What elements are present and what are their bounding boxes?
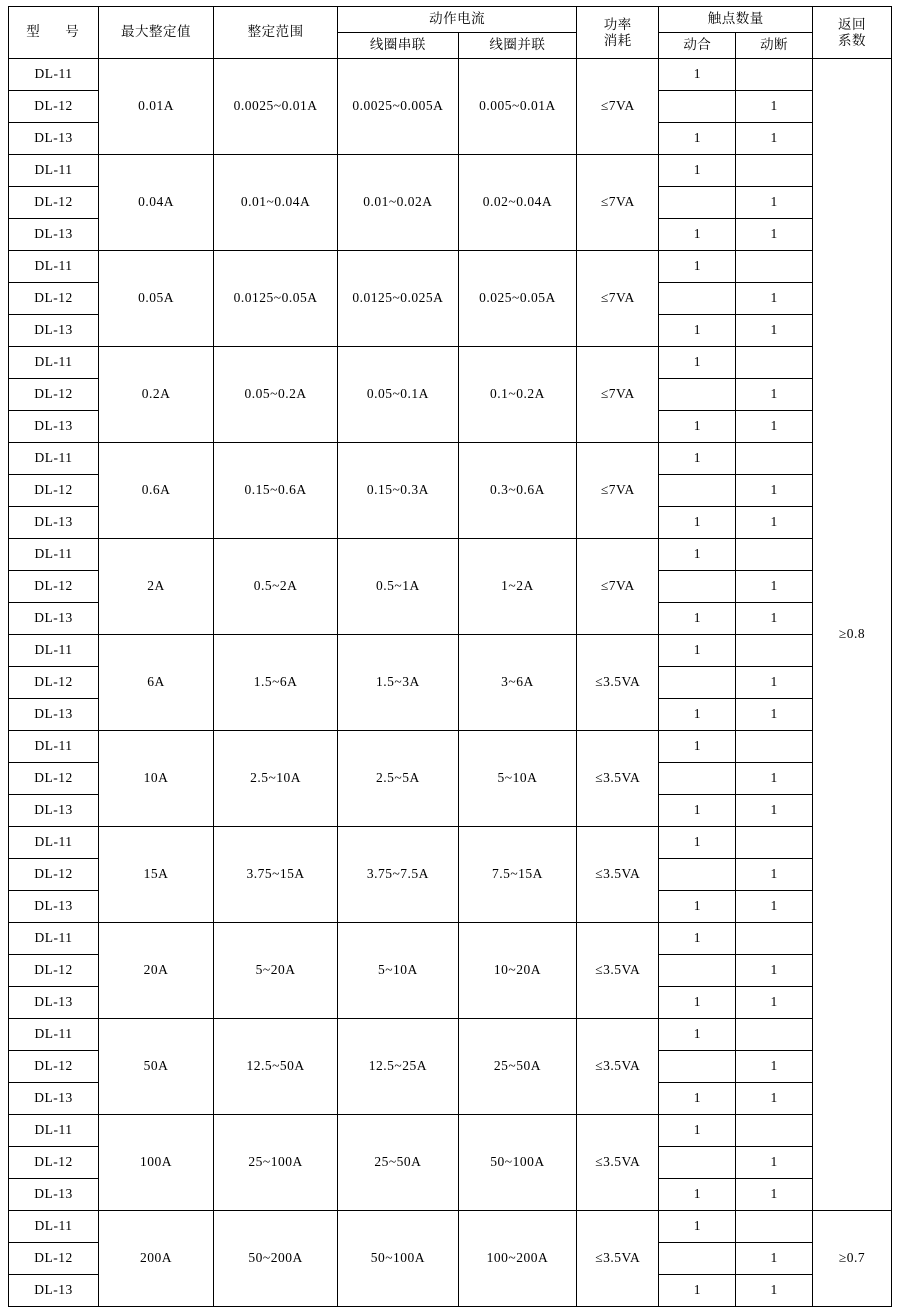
cell-coil-series: 0.0125~0.025A [338,251,459,347]
cell-contact-close: 1 [659,219,736,251]
cell-contact-open: 1 [736,699,813,731]
cell-contact-open [736,1211,813,1243]
cell-contact-open: 1 [736,667,813,699]
header-return-line2: 系数 [837,32,866,48]
cell-model: DL-12 [9,1147,99,1179]
cell-contact-open: 1 [736,315,813,347]
table-row [9,731,892,763]
cell-contact-close: 1 [659,827,736,859]
table-row [9,1019,892,1051]
cell-power-consumption: ≤7VA [577,155,659,251]
cell-setting-range: 1.5~6A [214,635,338,731]
cell-contact-open: 1 [736,987,813,1019]
cell-coil-series: 2.5~5A [338,731,459,827]
cell-coil-series: 1.5~3A [338,635,459,731]
relay-specification-table [8,6,892,1307]
cell-model: DL-11 [9,731,99,763]
cell-max-setting: 2A [98,539,213,635]
cell-contact-close: 1 [659,315,736,347]
cell-setting-range: 0.05~0.2A [214,347,338,443]
cell-max-setting: 0.04A [98,155,213,251]
cell-max-setting: 0.6A [98,443,213,539]
cell-contact-close: 1 [659,1019,736,1051]
table-row [9,827,892,859]
cell-model: DL-13 [9,315,99,347]
cell-contact-open: 1 [736,955,813,987]
cell-contact-close: 1 [659,731,736,763]
header-operate-current: 动作电流 [338,7,577,33]
cell-model: DL-12 [9,955,99,987]
cell-contact-close [659,667,736,699]
cell-contact-close: 1 [659,539,736,571]
cell-coil-series: 5~10A [338,923,459,1019]
cell-contact-open [736,251,813,283]
cell-setting-range: 50~200A [214,1211,338,1307]
cell-contact-open: 1 [736,603,813,635]
cell-contact-open: 1 [736,283,813,315]
cell-contact-close: 1 [659,603,736,635]
cell-contact-close [659,283,736,315]
cell-model: DL-11 [9,59,99,91]
cell-contact-close [659,1243,736,1275]
cell-model: DL-13 [9,507,99,539]
cell-coil-parallel: 3~6A [458,635,576,731]
cell-contact-open: 1 [736,1275,813,1307]
cell-coil-series: 50~100A [338,1211,459,1307]
cell-model: DL-11 [9,347,99,379]
cell-setting-range: 25~100A [214,1115,338,1211]
cell-contact-close [659,475,736,507]
header-contact-quantity: 触点数量 [659,7,813,33]
cell-max-setting: 50A [98,1019,213,1115]
cell-model: DL-11 [9,1211,99,1243]
cell-model: DL-12 [9,571,99,603]
cell-setting-range: 0.0125~0.05A [214,251,338,347]
header-power-line1: 功率 [603,16,632,32]
cell-contact-close: 1 [659,1115,736,1147]
table-body [9,59,892,1307]
cell-power-consumption: ≤7VA [577,539,659,635]
cell-model: DL-12 [9,187,99,219]
table-row [9,155,892,187]
table-row [9,443,892,475]
cell-model: DL-12 [9,475,99,507]
cell-contact-close [659,763,736,795]
header-row-top [9,7,892,33]
table-row [9,347,892,379]
header-power-line2: 消耗 [603,32,632,48]
cell-return-coefficient: ≥0.8 [812,59,891,1211]
cell-contact-open: 1 [736,859,813,891]
table-row [9,59,892,91]
cell-contact-open: 1 [736,411,813,443]
header-model: 型 号 [9,7,99,59]
cell-max-setting: 6A [98,635,213,731]
header-max-setting: 最大整定值 [98,7,213,59]
cell-contact-close: 1 [659,891,736,923]
cell-max-setting: 15A [98,827,213,923]
cell-contact-open [736,827,813,859]
table-row [9,251,892,283]
cell-max-setting: 20A [98,923,213,1019]
cell-power-consumption: ≤3.5VA [577,731,659,827]
cell-model: DL-12 [9,667,99,699]
cell-setting-range: 12.5~50A [214,1019,338,1115]
cell-max-setting: 10A [98,731,213,827]
table-row [9,1115,892,1147]
cell-contact-close: 1 [659,251,736,283]
cell-contact-open: 1 [736,187,813,219]
cell-contact-close: 1 [659,411,736,443]
cell-model: DL-11 [9,251,99,283]
cell-contact-open [736,731,813,763]
cell-max-setting: 0.05A [98,251,213,347]
cell-coil-parallel: 1~2A [458,539,576,635]
cell-model: DL-12 [9,283,99,315]
cell-contact-open: 1 [736,475,813,507]
cell-max-setting: 100A [98,1115,213,1211]
table-row [9,1211,892,1243]
cell-model: DL-13 [9,123,99,155]
cell-contact-open [736,1115,813,1147]
cell-model: DL-12 [9,379,99,411]
cell-contact-close: 1 [659,123,736,155]
cell-power-consumption: ≤3.5VA [577,827,659,923]
cell-power-consumption: ≤7VA [577,443,659,539]
cell-contact-close: 1 [659,987,736,1019]
cell-coil-series: 0.15~0.3A [338,443,459,539]
cell-max-setting: 0.2A [98,347,213,443]
cell-power-consumption: ≤3.5VA [577,1211,659,1307]
cell-coil-parallel: 25~50A [458,1019,576,1115]
cell-model: DL-11 [9,827,99,859]
cell-coil-series: 0.0025~0.005A [338,59,459,155]
cell-contact-open [736,443,813,475]
cell-contact-open: 1 [736,891,813,923]
cell-coil-parallel: 0.1~0.2A [458,347,576,443]
cell-model: DL-12 [9,91,99,123]
cell-power-consumption: ≤7VA [577,347,659,443]
cell-model: DL-13 [9,603,99,635]
cell-model: DL-13 [9,1083,99,1115]
cell-model: DL-11 [9,155,99,187]
cell-contact-close [659,187,736,219]
cell-model: DL-11 [9,923,99,955]
cell-contact-close: 1 [659,1275,736,1307]
cell-model: DL-11 [9,443,99,475]
header-contact-open: 动断 [736,33,813,59]
cell-setting-range: 0.0025~0.01A [214,59,338,155]
cell-contact-open: 1 [736,763,813,795]
cell-contact-close [659,955,736,987]
cell-contact-close: 1 [659,155,736,187]
cell-contact-close [659,91,736,123]
cell-contact-close: 1 [659,795,736,827]
cell-setting-range: 3.75~15A [214,827,338,923]
cell-contact-close: 1 [659,923,736,955]
cell-power-consumption: ≤3.5VA [577,1019,659,1115]
cell-model: DL-12 [9,1051,99,1083]
cell-model: DL-13 [9,1275,99,1307]
cell-model: DL-13 [9,987,99,1019]
cell-model: DL-13 [9,411,99,443]
cell-model: DL-12 [9,859,99,891]
header-power-consumption [577,7,659,59]
cell-contact-close: 1 [659,1211,736,1243]
cell-contact-open [736,347,813,379]
cell-power-consumption: ≤7VA [577,251,659,347]
cell-coil-series: 25~50A [338,1115,459,1211]
cell-contact-open: 1 [736,1051,813,1083]
cell-model: DL-11 [9,1019,99,1051]
cell-model: DL-11 [9,635,99,667]
cell-contact-close: 1 [659,1083,736,1115]
cell-contact-open: 1 [736,1243,813,1275]
cell-contact-close: 1 [659,59,736,91]
table-row [9,539,892,571]
cell-coil-parallel: 10~20A [458,923,576,1019]
cell-contact-close: 1 [659,507,736,539]
cell-coil-parallel: 7.5~15A [458,827,576,923]
cell-coil-series: 0.05~0.1A [338,347,459,443]
table-header [9,7,892,59]
cell-model: DL-12 [9,763,99,795]
cell-contact-close [659,1147,736,1179]
cell-setting-range: 0.5~2A [214,539,338,635]
header-contact-close: 动合 [659,33,736,59]
cell-setting-range: 0.01~0.04A [214,155,338,251]
cell-power-consumption: ≤3.5VA [577,1115,659,1211]
cell-max-setting: 0.01A [98,59,213,155]
cell-contact-open: 1 [736,1179,813,1211]
header-setting-range: 整定范围 [214,7,338,59]
cell-model: DL-12 [9,1243,99,1275]
cell-coil-series: 3.75~7.5A [338,827,459,923]
cell-contact-open [736,923,813,955]
cell-model: DL-13 [9,891,99,923]
cell-contact-close: 1 [659,699,736,731]
cell-coil-parallel: 50~100A [458,1115,576,1211]
cell-setting-range: 5~20A [214,923,338,1019]
cell-model: DL-13 [9,219,99,251]
table-row [9,923,892,955]
cell-coil-parallel: 0.3~0.6A [458,443,576,539]
header-return-coefficient [812,7,891,59]
cell-contact-close: 1 [659,635,736,667]
header-return-line1: 返回 [837,16,866,32]
cell-setting-range: 2.5~10A [214,731,338,827]
cell-contact-open [736,59,813,91]
cell-contact-open: 1 [736,1147,813,1179]
cell-contact-close: 1 [659,1179,736,1211]
header-coil-parallel: 线圈并联 [458,33,576,59]
cell-model: DL-11 [9,539,99,571]
cell-setting-range: 0.15~0.6A [214,443,338,539]
cell-contact-close: 1 [659,347,736,379]
cell-model: DL-13 [9,699,99,731]
cell-model: DL-11 [9,1115,99,1147]
cell-contact-open: 1 [736,123,813,155]
cell-contact-open: 1 [736,1083,813,1115]
cell-model: DL-13 [9,795,99,827]
cell-contact-close [659,859,736,891]
cell-contact-open: 1 [736,219,813,251]
cell-coil-parallel: 5~10A [458,731,576,827]
header-coil-series: 线圈串联 [338,33,459,59]
cell-contact-open: 1 [736,379,813,411]
cell-power-consumption: ≤3.5VA [577,635,659,731]
cell-contact-close [659,379,736,411]
cell-contact-open [736,635,813,667]
cell-coil-series: 0.01~0.02A [338,155,459,251]
cell-power-consumption: ≤3.5VA [577,923,659,1019]
cell-contact-open: 1 [736,91,813,123]
cell-coil-parallel: 0.005~0.01A [458,59,576,155]
cell-contact-open: 1 [736,795,813,827]
cell-return-coefficient: ≥0.7 [812,1211,891,1307]
cell-contact-close: 1 [659,443,736,475]
cell-max-setting: 200A [98,1211,213,1307]
cell-coil-series: 0.5~1A [338,539,459,635]
cell-contact-open: 1 [736,571,813,603]
cell-contact-open: 1 [736,507,813,539]
cell-contact-open [736,539,813,571]
cell-coil-parallel: 100~200A [458,1211,576,1307]
cell-coil-parallel: 0.02~0.04A [458,155,576,251]
cell-model: DL-13 [9,1179,99,1211]
cell-coil-parallel: 0.025~0.05A [458,251,576,347]
cell-contact-close [659,1051,736,1083]
cell-contact-open [736,1019,813,1051]
cell-power-consumption: ≤7VA [577,59,659,155]
cell-contact-open [736,155,813,187]
cell-contact-close [659,571,736,603]
table-row [9,635,892,667]
cell-coil-series: 12.5~25A [338,1019,459,1115]
